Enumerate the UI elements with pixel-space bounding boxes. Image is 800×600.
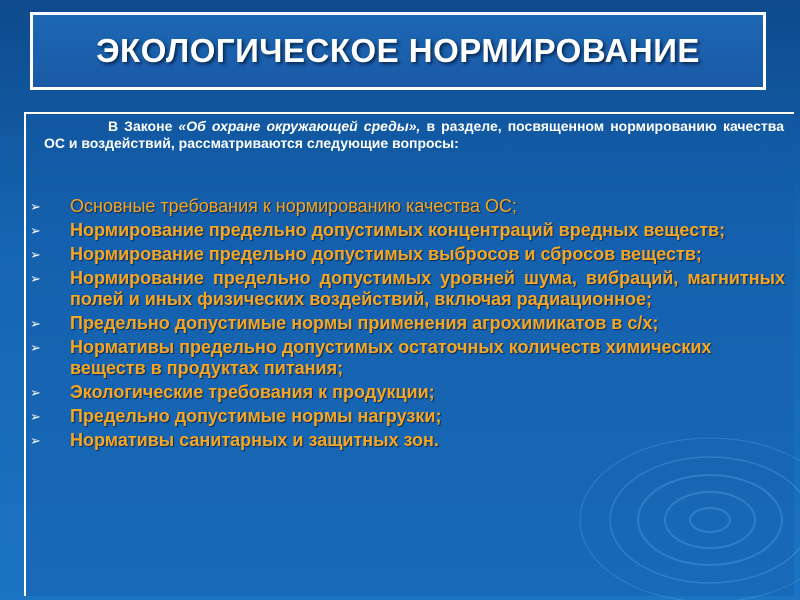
list-item: ➢ Предельно допустимые нормы применения агрохимикатов в с/х;: [30, 313, 659, 333]
list-item: ➢ Нормативы санитарных и защитных зон.: [30, 430, 439, 450]
intro-suffix: в разделе, посвященном нормированию качества ОС и воздействий, рассматриваются следующие вопросы:: [44, 118, 784, 151]
list-item: ➢ Нормирование предельно допустимых уровней шума, вибраций, магнитных полей и иных физических воздействий, включая радиационное;: [30, 268, 785, 309]
list-item: ➢ Нормирование предельно допустимых концентраций вредных веществ;: [30, 220, 726, 240]
arrow-bullet-icon: ➢: [30, 409, 41, 424]
list-item: ➢ Нормирование предельно допустимых выбросов и сбросов веществ;: [30, 244, 702, 264]
arrow-bullet-icon: ➢: [30, 223, 41, 238]
arrow-bullet-icon: ➢: [30, 316, 41, 331]
list-item: ➢ Основные требования к нормированию качества ОС;: [30, 196, 517, 216]
list-item: ➢ Предельно допустимые нормы нагрузки;: [30, 406, 442, 426]
requirements-list: [30, 196, 785, 454]
law-name: «Об охране окружающей среды»,: [178, 118, 421, 134]
slide-title: ЭКОЛОГИЧЕСКОЕ НОРМИРОВАНИЕ: [96, 32, 700, 69]
arrow-bullet-icon: ➢: [30, 271, 41, 286]
title-box: [30, 12, 766, 90]
intro-prefix: В Законе: [108, 118, 179, 134]
arrow-bullet-icon: ➢: [30, 247, 41, 262]
arrow-bullet-icon: ➢: [30, 340, 41, 355]
arrow-bullet-icon: ➢: [30, 433, 41, 448]
arrow-bullet-icon: ➢: [30, 199, 41, 214]
intro-paragraph: [44, 118, 784, 152]
arrow-bullet-icon: ➢: [30, 385, 41, 400]
list-item: ➢ Нормативы предельно допустимых остаточных количеств химических веществ в продуктах питания;: [30, 337, 712, 378]
list-item: ➢ Экологические требования к продукции;: [30, 382, 435, 402]
